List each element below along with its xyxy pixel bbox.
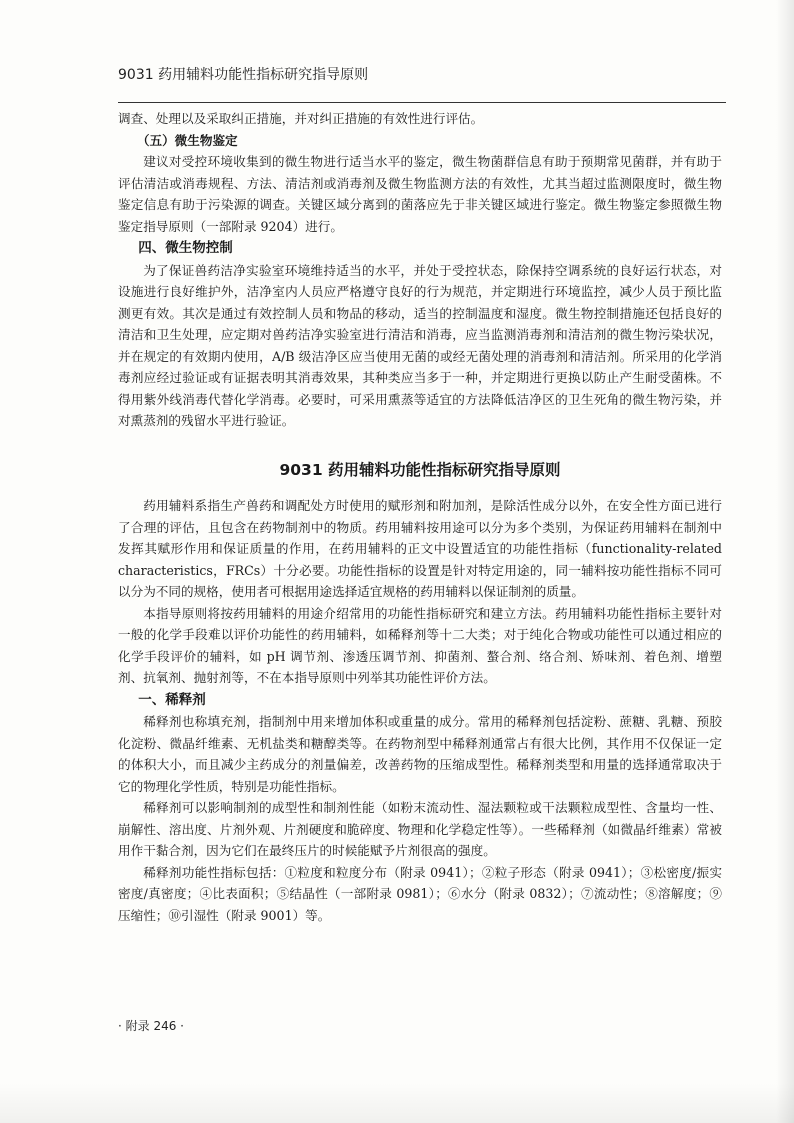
paragraph-diluents-3: 稀释剂功能性指标包括：①粒度和粒度分布（附录 0941）；②粒子形态（附录 0941）；③松密度/振实密度/真密度；④比表面积；⑤结晶性（一部附录 0981）；⑥水分（附录 0832）；⑦流动性；⑧溶解度；⑨压缩性；⑩引湿性（附录 9001）等。 [118,864,722,923]
paragraph-intro-1: 药用辅料系指生产兽药和调配处方时使用的赋形剂和附加剂，是除活性成分以外，在安全性方面已进行了合理的评估，且包含在药物制剂中的物质。药用辅料按用途可以分为多个类别，为保证药用辅料在制剂中发挥其赋形作用和保证质量的作用，在药用辅料的正文中设置适宜的功能性指标（functionality-related characteristics，FRCs）十分必要。功能性指标的设置是针对特定用途的，同一辅料按功能性指标不同可以分为不同的规格，使用者可根据用途选择适宜规格的药用辅料以保证制剂的质量。 [118,498,722,599]
paragraph-diluents-1: 稀释剂也称填充剂，指制剂中用来增加体积或重量的成分。常用的稀释剂包括淀粉、蔗糖、乳糖、预胶化淀粉、微晶纤维素、无机盐类和糖醇类等。在药物剂型中稀释剂通常占有很大比例，其作用不仅保证一定的体积大小，而且减少主药成分的剂量偏差，改善药物的压缩成型性。稀释剂类型和用量的选择通常取决于它的物理化学性质，特别是功能性指标。 [118,714,722,794]
chapter-title: 9031 药用辅料功能性指标研究指导原则 [279,460,561,479]
header-rule [118,102,726,103]
page-shadow-edge [776,0,794,1123]
section-heading-microbial-control: 四、微生物控制 [138,240,233,256]
subsection-heading-microbial-identification: （五）微生物鉴定 [136,132,238,148]
running-header: 9031 药用辅料功能性指标研究指导原则 [118,67,369,83]
page-shadow-bottom [0,1083,794,1123]
paragraph-microbial-control: 为了保证兽药洁净实验室环境维持适当的水平，并处于受控状态，除保持空调系统的良好运行状态，对设施进行良好维护外，洁净室内人员应严格遵守良好的行为规范，并定期进行环境监控，减少人员于预比监测更有效。其次是通过有效控制人员和物品的移动，适当的控制温度和湿度。微生物控制措施还包括良好的清洁和卫生处理，应定期对兽药洁净实验室进行清洁和消毒，应当监测消毒剂和清洁剂的微生物污染状况，并在规定的有效期内使用，A/B 级洁净区应当使用无菌的或经无菌处理的消毒剂和清洁剂。所采用的化学消毒剂应经过验证或有证据表明其消毒效果，其种类应当多于一种，并定期进行更换以防止产生耐受菌株。不得用紫外线消毒代替化学消毒。必要时，可采用熏蒸等适宜的方法降低洁净区的卫生死角的微生物污染，并对熏蒸剂的残留水平进行验证。 [118,262,722,428]
page-body [118,108,722,926]
paragraph-diluents-2: 稀释剂可以影响制剂的成型性和制剂性能（如粉末流动性、湿法颗粒或干法颗粒成型性、含量均一性、崩解性、溶出度、片剂外观、片剂硬度和脆碎度、物理和化学稳定性等）。一些稀释剂（如微晶纤维素）常被用作干黏合剂，因为它们在最终压片的时候能赋予片剂很高的强度。 [118,800,722,858]
paragraph-microbial-identification: 建议对受控环境收集到的微生物进行适当水平的鉴定，微生物菌群信息有助于预期常见菌群，并有助于评估清洁或消毒规程、方法、清洁剂或消毒剂及微生物监测方法的有效性，尤其当超过监测限度时，微生物鉴定信息有助于污染源的调查。关键区域分离到的菌落应先于非关键区域进行鉴定。微生物鉴定参照微生物鉴定指导原则（一部附录 9204）进行。 [118,154,722,234]
paragraph-intro-2: 本指导原则将按药用辅料的用途介绍常用的功能性指标研究和建立方法。药用辅料功能性指标主要针对一般的化学手段难以评价功能性的药用辅料，如稀释剂等十二大类；对于纯化合物或功能性可以通过相应的化学手段评价的辅料，如 pH 调节剂、渗透压调节剂、抑菌剂、螯合剂、络合剂、矫味剂、着色剂、增塑剂、抗氧剂、抛射剂等，不在本指导原则中列举其功能性评价方法。 [118,605,722,685]
section-heading-diluents: 一、稀释剂 [138,691,206,708]
page-number: · 附录 246 · [118,1019,184,1033]
continuation-paragraph: 调查、处理以及采取纠正措施，并对纠正措施的有效性进行评估。 [118,111,484,126]
